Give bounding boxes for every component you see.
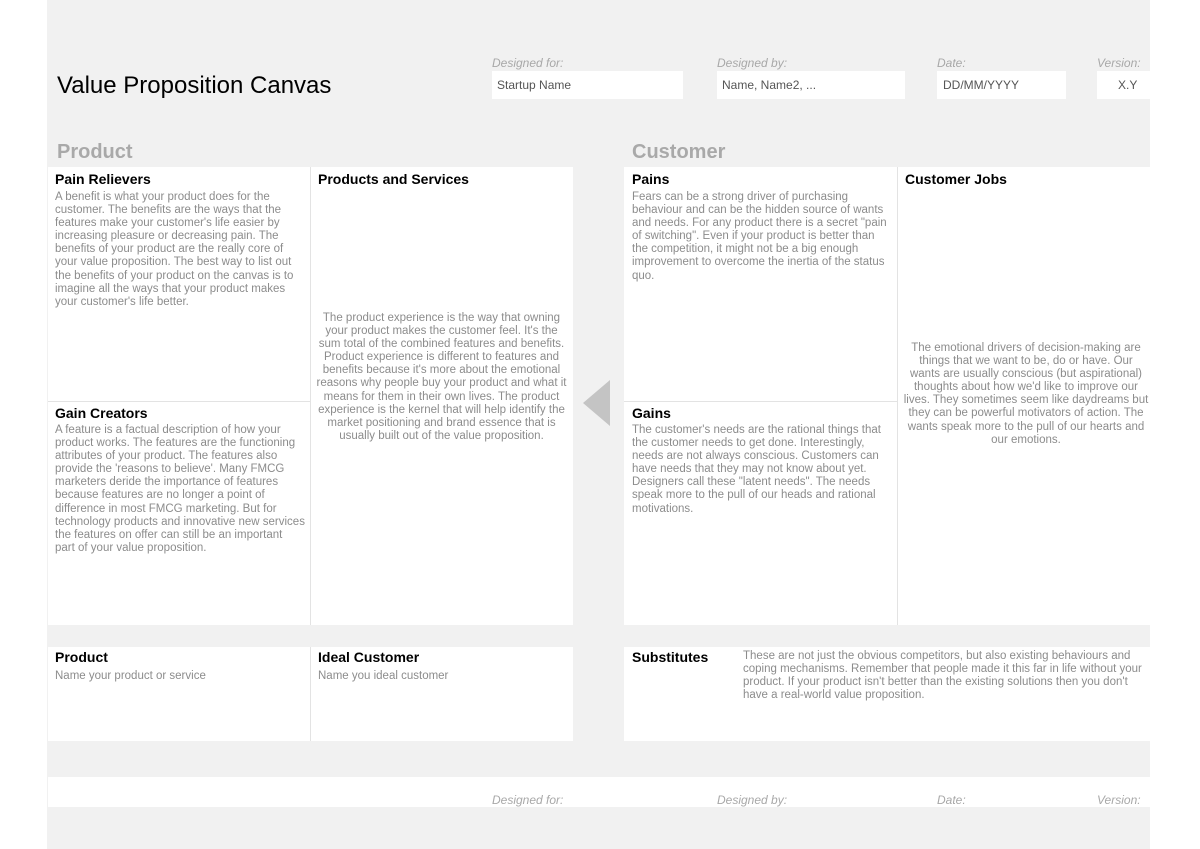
customer-section-heading: Customer [632,141,726,163]
gains-text[interactable]: The customer's needs are the rational things that the customer needs to get done. Interestingly, needs are not always conscious. Customers can have needs that they may not know about yet. Designers call these "latent needs". The needs speak more to the pull of our heads and rational motivations. [632,424,881,515]
footer-version-label: Version: [1097,793,1141,807]
product-panel-divider-horizontal [48,401,310,402]
customer-jobs-text[interactable]: The emotional drivers of decision-making are things that we want to be, do or have. Our wants are usually conscious (but aspirational) thoughts about how we'd like to improve our lives. They sometimes seem like daydreams but they can be powerful motivators of action. The wants speak more to the pull of our hearts and our emotions. [903,342,1149,446]
customer-panel-divider-horizontal [624,401,897,402]
products-and-services-text[interactable]: The product experience is the way that owning your product makes the customer feel. It's the sum total of the combined features and benefits. Product experience is different to features and benefits because it's more about the emotional reasons why people buy your product and what it means for them in their own lives. The product experience is the kernel that will help identify the market positioning and brand essence that is usually built out of the value proposition. [316,312,567,442]
pains-text[interactable]: Fears can be a strong driver of purchasing behaviour and can be the hidden source of wants and needs. For any product there is a secret "pain of switching". Even if your product is better than the competition, it might not be a big enough improvement to overcome the inertia of the status quo. [632,191,887,282]
product-name-panel-divider [310,647,311,741]
pains-title: Pains [632,171,670,187]
footer-designed-for-label: Designed for: [492,793,564,807]
pain-relievers-title: Pain Relievers [55,171,151,187]
ideal-customer-title: Ideal Customer [318,649,420,665]
gain-creators-title: Gain Creators [55,405,148,421]
date-label: Date: [937,56,966,70]
gain-creators-text[interactable]: A feature is a factual description of how your product works. The features are the functioning attributes of your product. The features also provide the 'reasons to believe'. Many FMCG marketers deride the importance of features because features are no longer a point of difference in most FMCG marketing. But for technology products and innovative new services the features on offer can still be an important part of your value proposition. [55,424,305,554]
footer-date-label: Date: [937,793,966,807]
substitutes-text[interactable]: These are not just the obvious competitors, but also existing behaviours and coping mechanisms. Remember that people made it this far in life without your product. If your product isn't better than the existing solutions then you don't have a real-world value proposition. [743,650,1142,702]
designed-for-field[interactable]: Startup Name [492,71,683,99]
customer-panel-divider-vertical [897,167,898,625]
gains-title: Gains [632,405,671,421]
product-section-heading: Product [57,141,133,163]
left-arrow-icon [579,376,613,430]
product-panel-divider-vertical [310,167,311,625]
designed-for-label: Designed for: [492,56,564,70]
page-title: Value Proposition Canvas [57,72,332,99]
version-field[interactable]: X.Y [1097,71,1156,99]
designed-by-field[interactable]: Name, Name2, ... [717,71,905,99]
footer-designed-by-label: Designed by: [717,793,788,807]
product-title: Product [55,649,108,665]
product-text[interactable]: Name your product or service [55,670,206,682]
designed-by-label: Designed by: [717,56,788,70]
pain-relievers-text[interactable]: A benefit is what your product does for the customer. The benefits are the ways that the features make your customer's life easier by increasing pleasure or decreasing pain. The benefits of your product are the really core of your value proposition. The best way to list out the benefits of your product on the canvas is to imagine all the ways that your product makes your customer's life better. [55,191,294,308]
date-field[interactable]: DD/MM/YYYY [937,71,1066,99]
substitutes-title: Substitutes [632,649,709,665]
ideal-customer-text[interactable]: Name you ideal customer [318,670,449,682]
version-label: Version: [1097,56,1141,70]
footer-bar [48,777,1156,807]
customer-jobs-title: Customer Jobs [905,171,1007,187]
products-and-services-title: Products and Services [318,171,469,187]
